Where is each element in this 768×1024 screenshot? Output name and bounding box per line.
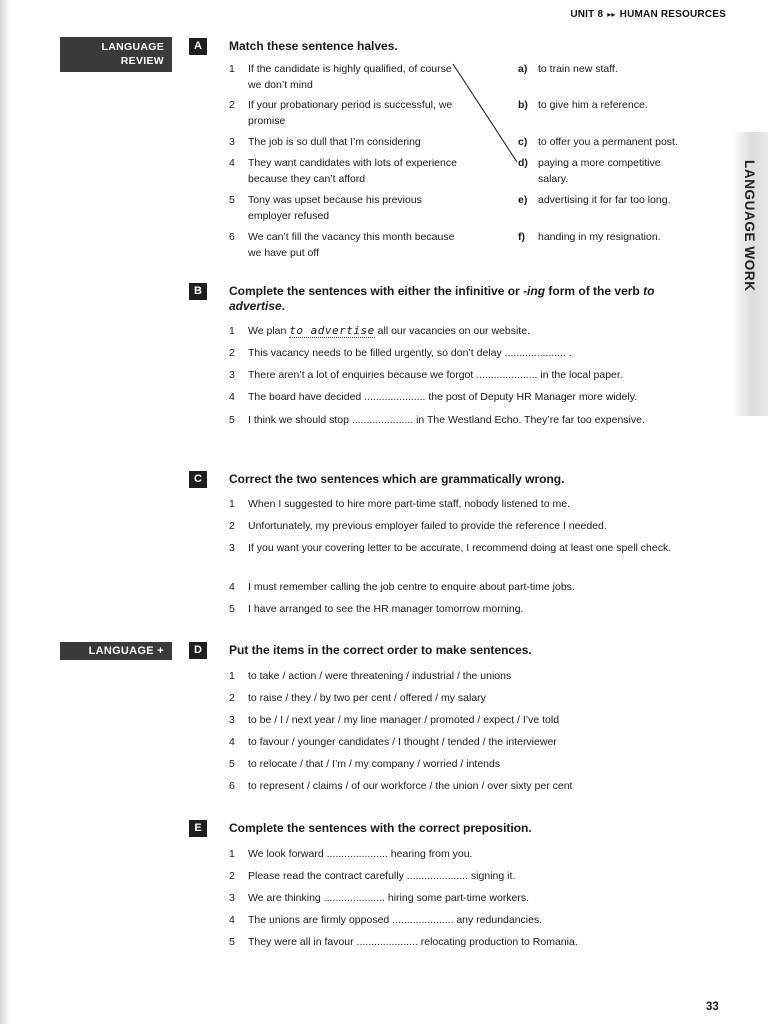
language-review-line2: REVIEW: [120, 55, 164, 67]
exercise-a-title: Match these sentence halves.: [229, 39, 398, 53]
exercise-e-item: [229, 912, 699, 928]
exercise-d-item: [229, 690, 699, 706]
item-number: 3: [229, 136, 235, 148]
item-number: 6: [229, 780, 235, 792]
item-text: to offer you a permanent post.: [538, 136, 678, 148]
exercise-b-item: [229, 389, 709, 405]
exercise-d-item: [229, 734, 699, 750]
item-text: The unions are firmly opposed ..................... any redundancies.: [248, 914, 543, 926]
exercise-c-item: [229, 496, 699, 512]
item-number: 3: [229, 892, 235, 904]
item-number: 2: [229, 692, 235, 704]
item-number: 2: [229, 870, 235, 882]
item-text: to represent / claims / of our workforce / the union / over sixty per cent: [248, 780, 573, 792]
exercise-letter-a: A: [189, 38, 207, 55]
item-text: If your probationary period is successful, we promise: [248, 99, 453, 127]
item-letter: e): [518, 194, 528, 206]
text-after: all our vacancies on our website.: [374, 325, 530, 337]
item-text: to relocate / that / I’m / my company / worried / intends: [248, 758, 501, 770]
exercise-letter-d: D: [189, 642, 207, 659]
item-text: [248, 323, 699, 339]
item-number: 1: [229, 63, 235, 75]
exercise-d-item: [229, 712, 699, 728]
page-number: 33: [706, 1001, 719, 1013]
exercise-letter-e: E: [189, 820, 207, 837]
exercise-c-title: Correct the two sentences which are grammatically wrong.: [229, 472, 565, 486]
unit-label: UNIT 8: [570, 9, 604, 20]
item-text: I think we should stop ..................... in The Westland Echo. They’re far too expensive.: [248, 414, 645, 426]
item-number: 2: [229, 99, 235, 111]
item-number: 1: [229, 848, 235, 860]
exercise-d-item: [229, 668, 699, 684]
item-text: When I suggested to hire more part-time staff, nobody listened to me.: [248, 498, 570, 510]
exercise-c-item: [229, 540, 674, 556]
item-text: Please read the contract carefully ..................... signing it.: [248, 870, 516, 882]
item-text: to raise / they / by two per cent / offered / my salary: [248, 692, 486, 704]
title-part: .: [281, 299, 286, 313]
exercise-b-item: [229, 367, 699, 383]
side-tab-label: LANGUAGE WORK: [742, 160, 757, 292]
item-number: 4: [229, 157, 235, 169]
exercise-e-item: [229, 934, 709, 950]
item-text: I have arranged to see the HR manager tomorrow morning.: [248, 603, 524, 615]
item-text: to give him a reference.: [538, 99, 648, 111]
exercise-b-item: [229, 412, 659, 428]
match-line: [453, 64, 517, 162]
item-text: Tony was upset because his previous employer refused: [248, 194, 422, 222]
item-letter: c): [518, 136, 528, 148]
language-plus-box: LANGUAGE +: [60, 642, 172, 660]
item-text: paying a more competitive salary.: [538, 157, 661, 185]
item-number: 1: [229, 670, 235, 682]
item-text: This vacancy needs to be filled urgently, so don’t delay ..................... .: [248, 347, 572, 359]
exercise-e-item: [229, 846, 699, 862]
exercise-c-item: [229, 518, 699, 534]
handwritten-answer: to advertise: [289, 324, 375, 337]
item-text: If the candidate is highly qualified, of course we don’t mind: [248, 63, 452, 91]
item-letter: b): [518, 99, 528, 111]
item-number: 1: [229, 325, 235, 337]
title-part: Complete the sentences with either the infinitive or: [229, 284, 524, 298]
item-text: to take / action / were threatening / industrial / the unions: [248, 670, 512, 682]
item-number: 6: [229, 231, 235, 243]
item-number: 5: [229, 936, 235, 948]
exercise-d-item: [229, 778, 699, 794]
exercise-d-title: Put the items in the correct order to make sentences.: [229, 643, 532, 657]
item-letter: d): [518, 157, 528, 169]
item-text: The job is so dull that I’m considering: [248, 136, 421, 148]
item-number: 1: [229, 498, 235, 510]
double-arrow-icon: ▸▸: [607, 10, 616, 19]
item-letter: f): [518, 231, 525, 243]
item-text: handing in my resignation.: [538, 231, 661, 243]
item-text: to be / I / next year / my line manager / promoted / expect / I’ve told: [248, 714, 560, 726]
exercise-c-item: [229, 579, 699, 595]
unit-title: HUMAN RESOURCES: [619, 9, 726, 20]
exercise-b-item: [229, 323, 699, 339]
item-text: We are thinking ..................... hiring some part-time workers.: [248, 892, 530, 904]
exercise-b-title: [229, 284, 699, 314]
item-text: There aren’t a lot of enquiries because we forgot ..................... in the local paper.: [248, 369, 623, 381]
exercise-e-item: [229, 890, 699, 906]
item-number: 4: [229, 581, 235, 593]
item-text: to favour / younger candidates / I thought / tended / the interviewer: [248, 736, 557, 748]
item-number: 2: [229, 347, 235, 359]
exercise-d-item: [229, 756, 699, 772]
item-text: advertising it for far too long.: [538, 194, 671, 206]
item-number: 5: [229, 194, 235, 206]
item-number: 5: [229, 414, 235, 426]
exercise-letter-c: C: [189, 471, 207, 488]
exercise-e-item: [229, 868, 699, 884]
title-part: form of the verb: [545, 284, 644, 298]
title-verb: to advertise: [229, 284, 655, 313]
item-number: 3: [229, 369, 235, 381]
item-text: Unfortunately, my previous employer failed to provide the reference I needed.: [248, 520, 607, 532]
item-number: 4: [229, 391, 235, 403]
item-text: The board have decided ..................... the post of Deputy HR Manager more widely.: [248, 391, 638, 403]
item-text: I must remember calling the job centre to enquire about part-time jobs.: [248, 581, 575, 593]
exercise-c-item: [229, 601, 699, 617]
language-review-line1: LANGUAGE: [101, 41, 164, 53]
item-number: 4: [229, 736, 235, 748]
item-number: 5: [229, 758, 235, 770]
item-number: 3: [229, 542, 235, 554]
exercise-letter-b: B: [189, 283, 207, 300]
item-text: They want candidates with lots of experience because they can’t afford: [248, 157, 457, 185]
exercise-e-title: Complete the sentences with the correct preposition.: [229, 821, 532, 835]
item-number: 4: [229, 914, 235, 926]
item-number: 3: [229, 714, 235, 726]
item-text: If you want your covering letter to be accurate, I recommend doing at least one spell check.: [248, 542, 672, 554]
exercise-b-item: [229, 345, 699, 361]
item-number: 2: [229, 520, 235, 532]
item-text: We can’t fill the vacancy this month because we have put off: [248, 231, 455, 259]
item-text: to train new staff.: [538, 63, 618, 75]
title-italic: -ing: [523, 284, 546, 298]
item-text: They were all in favour ..................... relocating production to Romania.: [248, 936, 578, 948]
text-before: We plan: [248, 325, 290, 337]
item-text: We look forward ..................... hearing from you.: [248, 848, 473, 860]
item-number: 5: [229, 603, 235, 615]
item-letter: a): [518, 63, 528, 75]
